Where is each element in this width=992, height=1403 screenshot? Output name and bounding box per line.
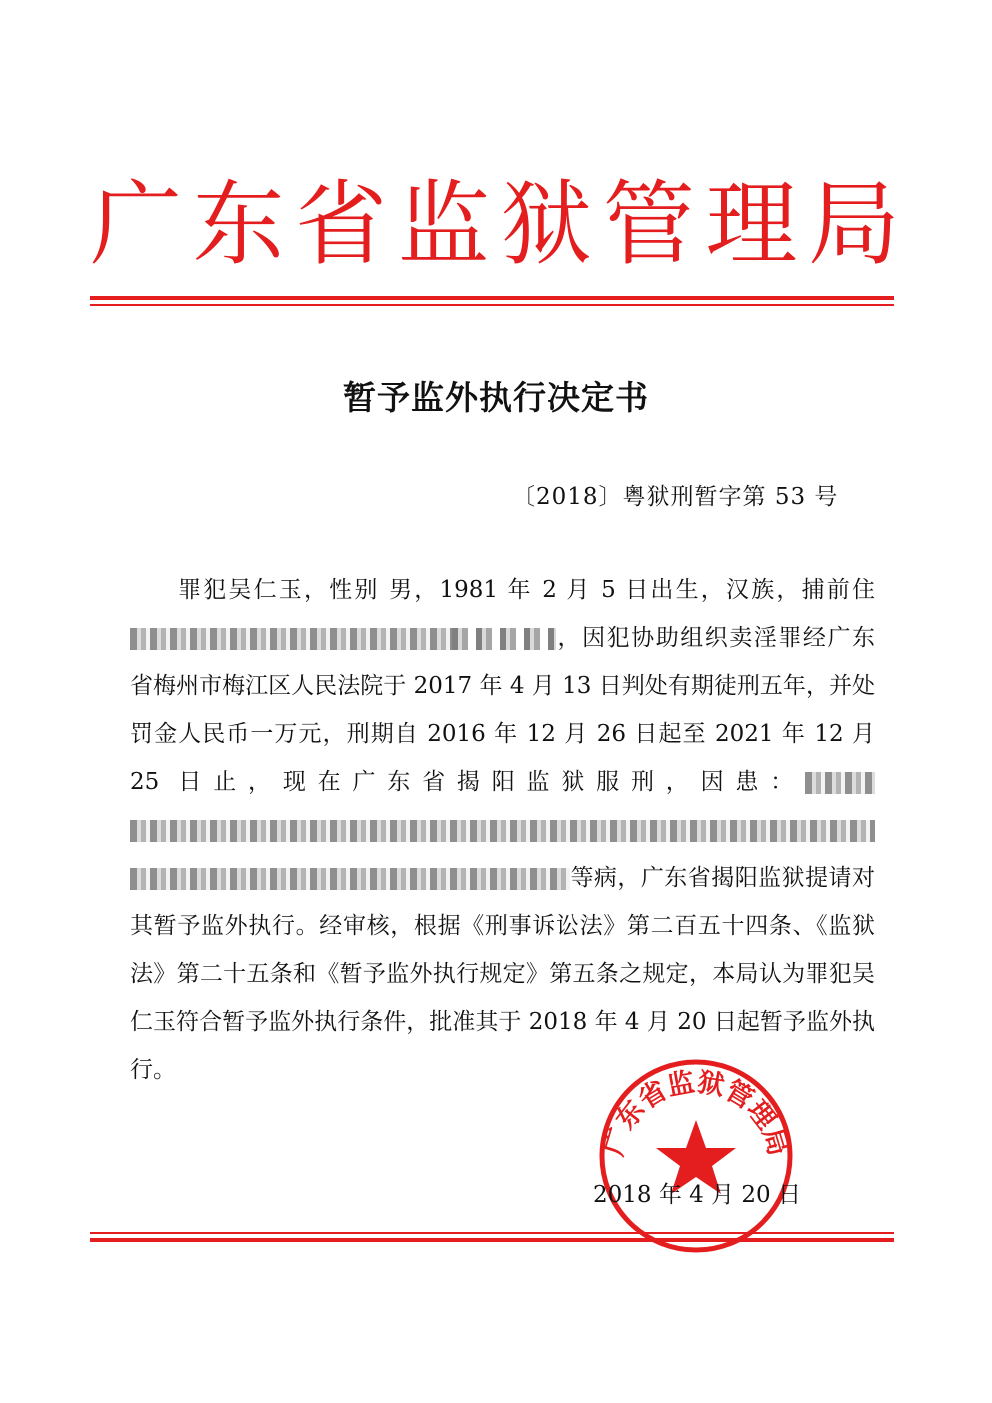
masthead-char: 狱 xyxy=(500,171,593,278)
masthead-char: 广 xyxy=(90,171,183,278)
body-paragraph xyxy=(130,566,875,1094)
redacted-illness xyxy=(805,772,875,794)
redacted-illness-2 xyxy=(130,820,875,842)
masthead-title xyxy=(90,170,900,280)
masthead-char: 理 xyxy=(705,171,798,278)
body-text-2: ，因犯协助组织卖淫罪经广东省梅州市梅江区人民法院于 2017 年 4 月 13 日判处有期徒刑五年，并处罚金人民币一万元，刑期自 2016 年 12 月 26 日起至 2021 年 12 月 25 日止，现在广东省揭阳监狱服刑，因患： xyxy=(130,625,875,795)
body-text-3: 等病，广东省揭阳监狱提请对其暂予监外执行。经审核，根据《刑事诉讼法》第二百五十四条、《监狱法》第二十五条和《暂予监外执行规定》第五条之规定，本局认为罪犯吴仁玉符合暂予监外执行条件，批准其于 2018 年 4 月 20 日起暂予监外执行。 xyxy=(130,865,875,1083)
document-title: 暂予监外执行决定书 xyxy=(343,378,649,417)
redacted-address xyxy=(130,628,452,650)
document-body xyxy=(130,566,875,1094)
header-rule-thin xyxy=(90,304,894,306)
masthead-char: 省 xyxy=(295,171,388,278)
masthead-char: 局 xyxy=(807,171,900,278)
body-text-1: 罪犯吴仁玉，性别 男，1981 年 2 月 5 日出生，汉族，捕前住 xyxy=(178,577,875,603)
document-number: 〔2018〕粤狱刑暂字第 53 号 xyxy=(512,484,839,510)
masthead-char: 东 xyxy=(192,171,285,278)
document-date: 2018 年 4 月 20 日 xyxy=(593,1182,801,1208)
header-rule-thick xyxy=(90,296,894,300)
masthead-char: 监 xyxy=(397,171,490,278)
seal-text: 广东省监狱管理局 xyxy=(598,1066,794,1160)
masthead-char: 管 xyxy=(602,171,695,278)
official-seal-icon xyxy=(596,1056,796,1256)
redacted-illness-3 xyxy=(130,868,570,890)
footer-rule-thick xyxy=(90,1238,894,1242)
footer-rule-thin xyxy=(90,1232,894,1234)
redacted-address-2 xyxy=(452,628,556,650)
